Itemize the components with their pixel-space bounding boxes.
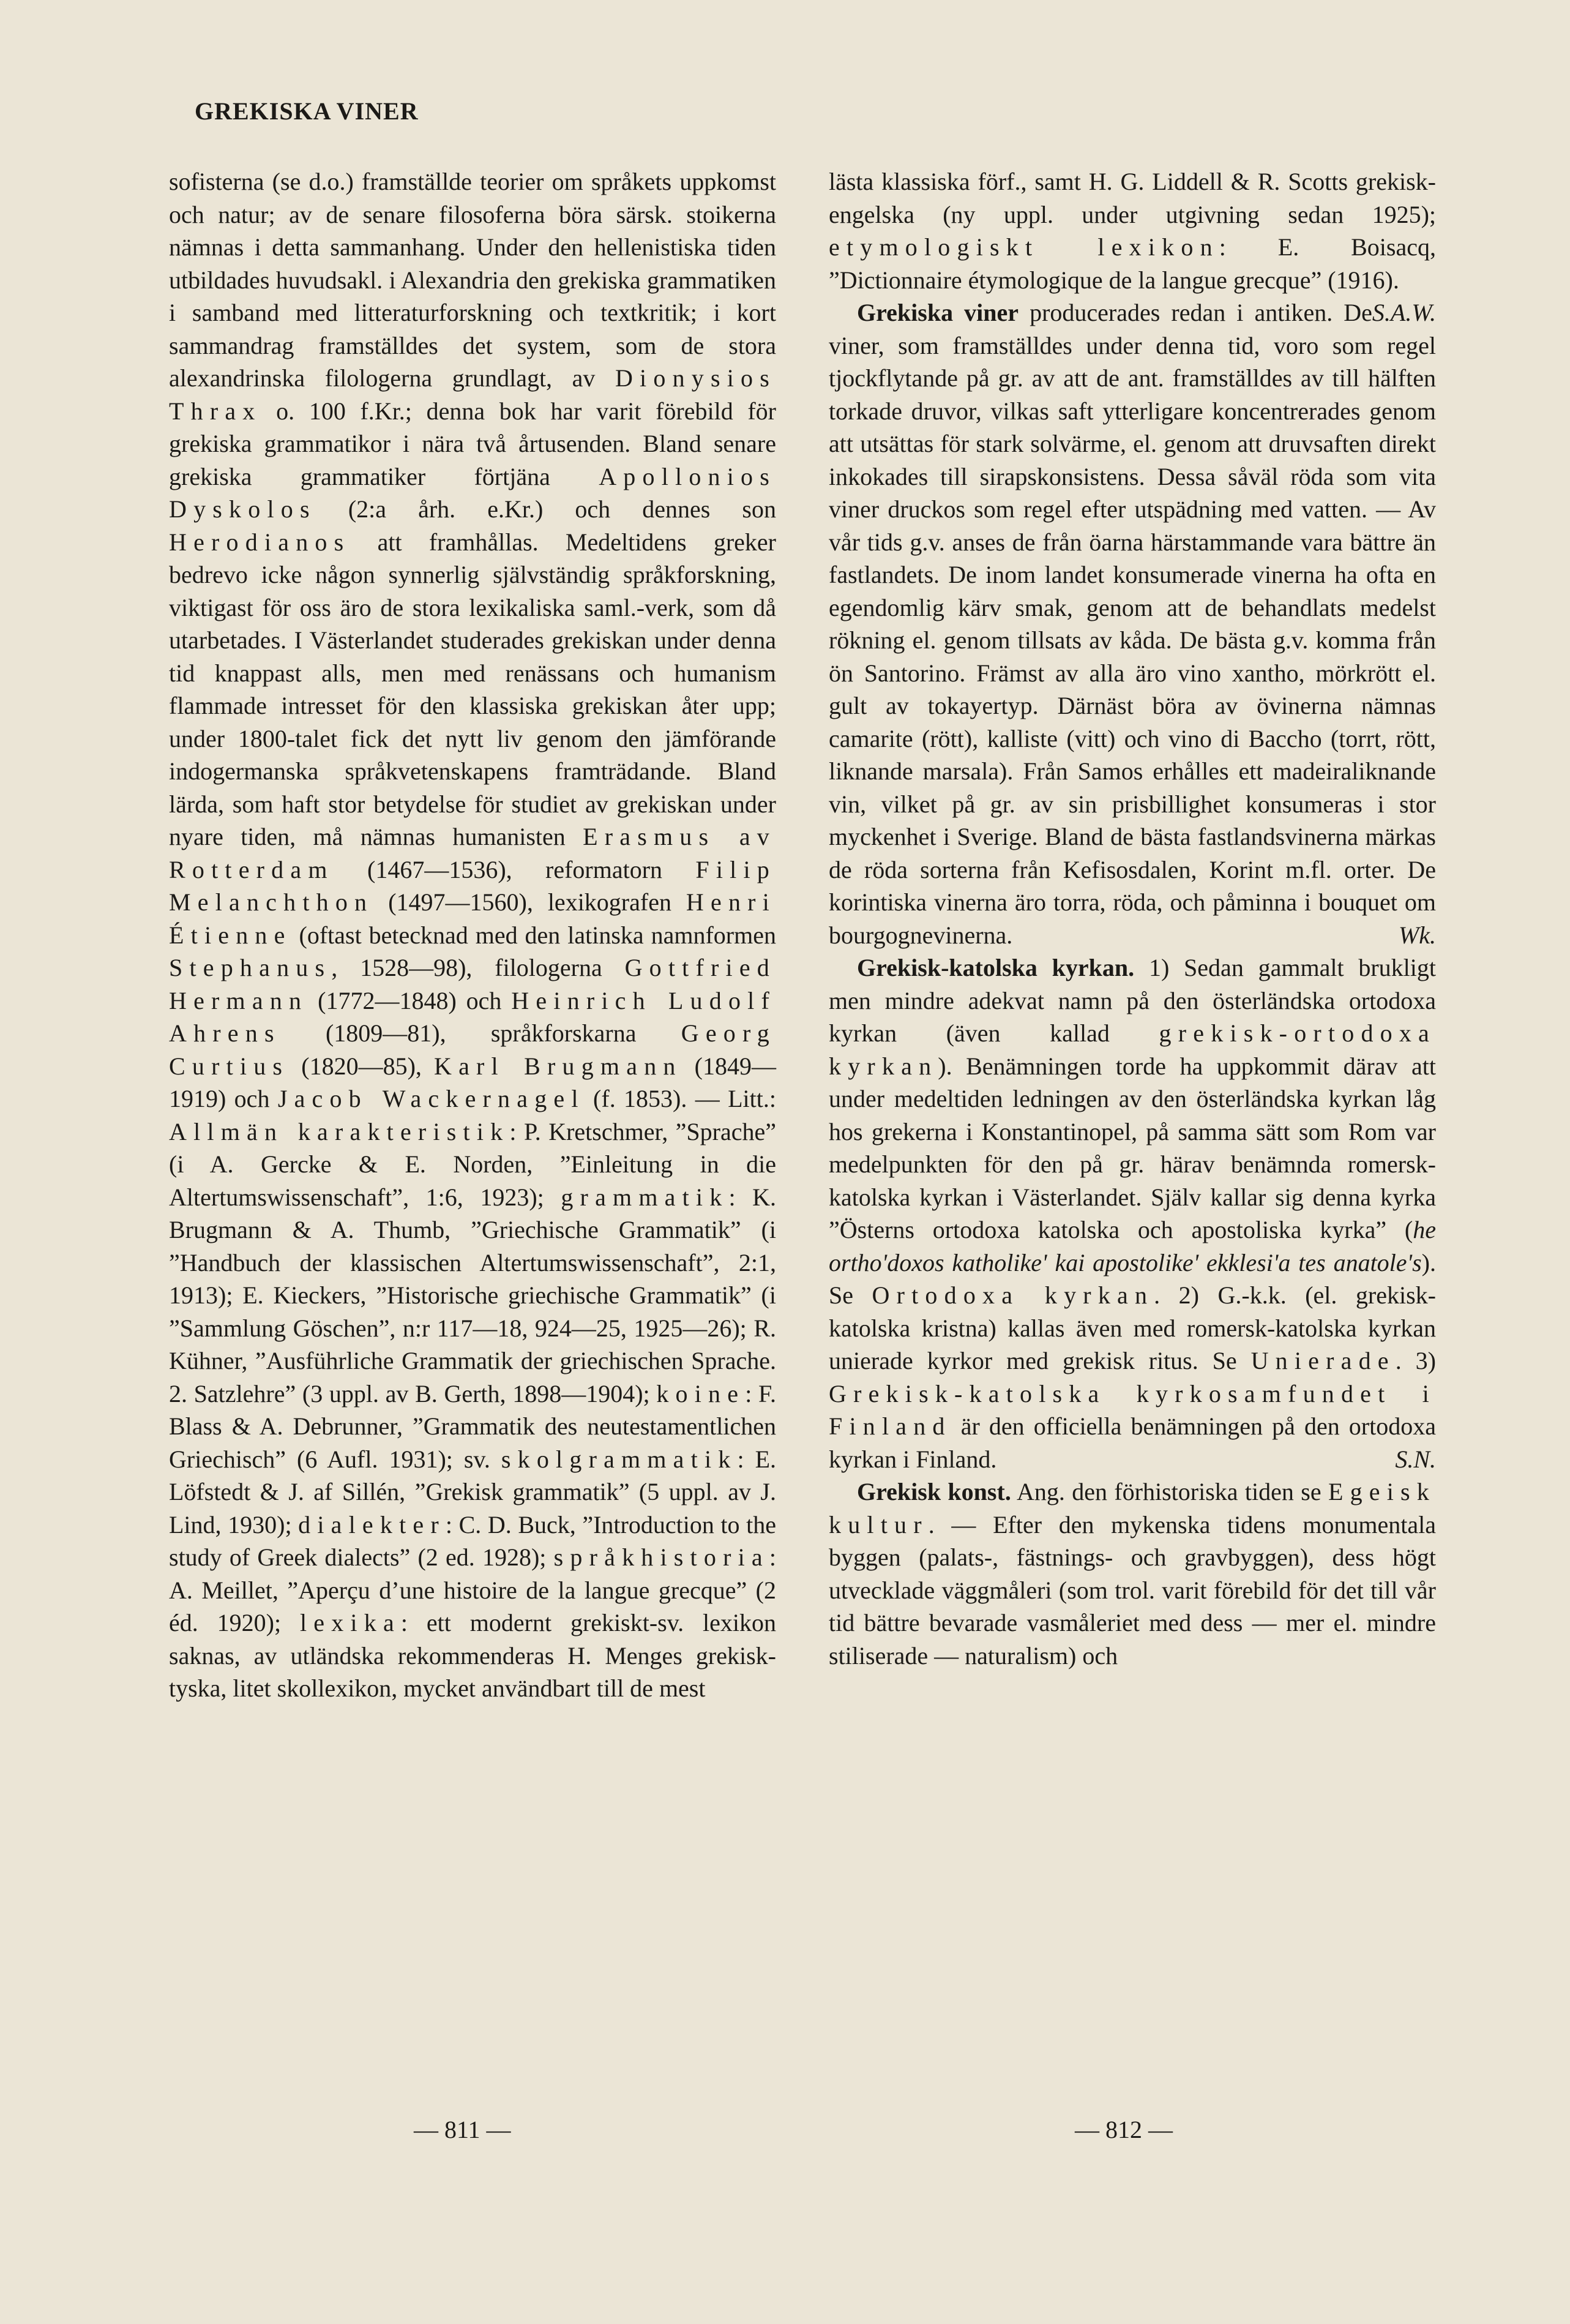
- spaced-term: koine: [656, 1379, 746, 1408]
- author-signature: S.N.: [1395, 1445, 1436, 1473]
- entry-headword: Grekiska viner: [857, 299, 1019, 326]
- text-run: lästa klassiska förf., samt H. G. Liddell & R. Scotts grekisk-engelska (ny uppl. under utgivning sedan 1925);: [829, 168, 1436, 228]
- spaced-term: Grekisk-katolska kyrkosamfundet i Finland: [829, 1379, 1436, 1440]
- text-run: 1) Sedan gammalt brukligt men mindre adekvat namn på den österländska ortodoxa kyrkan (även kallad: [829, 954, 1437, 1047]
- spaced-name: Erasmus av Rotterdam: [169, 823, 776, 883]
- spaced-name: Herodianos: [169, 528, 351, 556]
- author-signature: Wk.: [1398, 921, 1436, 949]
- text-run: : E. Löfstedt & J. af Sillén, ”Grekisk grammatik” (5 uppl. av J. Lind, 1930);: [169, 1445, 777, 1539]
- entry-grekisk-konst: [829, 1475, 1436, 1672]
- text-run: , 1528—98), filologerna: [331, 954, 625, 981]
- cross-reference: Unierade: [1250, 1347, 1396, 1374]
- text-run: ). Se: [829, 1248, 1436, 1309]
- text-run: . — Efter den mykenska tidens monumentala byggen (palats-, fästnings- och gravbyggen), dess högt utvecklade väggmåleri (som trol. varit förebild för det till vår tid bättre bevarade vasmåleriet med dess — mer el. mindre stiliserade — naturalism) och: [829, 1510, 1436, 1670]
- entry-headword: Grekisk-katolska kyrkan.: [857, 954, 1135, 981]
- spaced-term: etymologiskt lexikon: [829, 233, 1219, 261]
- text-run: producerades redan i antiken. De viner, som framställdes under denna tid, voro som regel tjockflytande på gr. av att de ant. framställdes av till hälften torkade druvor, vilkas saft ytterligare koncentrerades genom att utsättas för stark solvärme, el. genom att druvsaften direkt inkokades till sirapskonsistens. Dessa såväl röda som vita viner druckos som regel efter utspädning med vatten. — Av vår tids g.v. anses de från öarna härstammande vara bättre än fastlandets. De inom landet konsumerade vinerna ha ofta en egendomlig kärv smak, genom att de behandlats medelst rökning el. genom tillsats av kåda. De bästa g.v. komma från ön Santorino. Främst av alla äro vino xantho, mörkrött el. gult av tokayertyp. Därnäst böra av övinerna nämnas camarite (rött), kalliste (vitt) och vino di Baccho (torrt, rött, liknande marsala). Från Samos erhålles ett madeiraliknande vin, vilket på gr. av sin prisbillighet konsumeras i stor myckenhet i Sverige. Bland de bästa fastlandsvinerna märkas de röda sorterna från Kefisosdalen, Korint m.fl. orter. De korintiska vinerna äro torra, röda, och påminna i bouquet om bourgognevinerna.: [829, 299, 1436, 949]
- text-run: att framhållas. Medeltidens greker bedrevo icke någon synnerlig självständig språkforskning, viktigast för oss äro de stora lexikaliska saml.-verk, som då utarbetades. I Västerlandet studerades grekiskan under denna tid knappast alls, men med renässans och humanism flammade intresset för den klassiska grekiskan åter upp; under 1800-talet fick det nytt liv genom den jämförande indogermanska språkvetenskapens framträdande. Bland lärda, som haft stor betydelse för studiet av grekiskan under nyare tiden, må nämnas humanisten: [169, 528, 776, 850]
- spaced-name: Henri Étienne: [169, 888, 776, 949]
- text-run: (1467—1536), reformatorn: [334, 855, 696, 883]
- left-column: [169, 165, 776, 1705]
- text-run: (f. 1853). — Litt.:: [585, 1085, 776, 1112]
- entry-headword: Grekisk konst.: [857, 1478, 1011, 1505]
- spaced-term: grammatik: [561, 1183, 729, 1211]
- spaced-name: Gottfried Hermann: [169, 954, 776, 1014]
- page-number-left: — 811 —: [414, 2116, 511, 2143]
- page-number-right: — 812 —: [1075, 2116, 1173, 2143]
- running-header: GREKISKA VINER: [195, 97, 419, 125]
- text-run: . 3): [1395, 1347, 1436, 1374]
- text-run: : C. D. Buck, ”Introduction to the study of Greek dialects” (2 ed. 1928);: [169, 1510, 776, 1571]
- spaced-term: dialekter: [298, 1510, 446, 1539]
- text-run: ). Benämningen torde ha uppkommit därav att under medeltiden ledningen av den österländska kyrkan låg hos grekerna i Konstantinopel, på samma sätt som Rom var medelpunkten för den på gr. härav benämnda romersk-katolska kyrkan i Västerlandet. Själv kallar sig denna kyrka ”Österns ortodoxa katolska och apostoliska kyrka” (: [829, 1052, 1436, 1243]
- spaced-name: Dionysios Thrax: [169, 364, 777, 425]
- spaced-name: Heinrich Ludolf Ahrens: [169, 986, 776, 1047]
- spaced-name: Stephanus: [169, 954, 332, 981]
- spaced-term: lexika: [299, 1609, 401, 1636]
- text-run: : K. Brugmann & A. Thumb, ”Griechische Grammatik” (i ”Handbuch der klassischen Altertumswissenschaft”, 2:1, 1913); E. Kieckers, ”Historische griechische Grammatik” (i ”Sammlung Göschen”, n:r 117—18, 924—25, 1925—26); R. Kühner, ”Ausführliche Grammatik der griechischen Sprache. 2. Satzlehre” (3 uppl. av B. Gerth, 1898—1904);: [169, 1183, 776, 1408]
- spaced-term: skolgrammatik: [501, 1445, 738, 1473]
- left-paragraph: [169, 165, 776, 1705]
- spaced-name: Apollonios Dyskolos: [169, 462, 776, 523]
- text-run: : P. Kretschmer, ”Sprache” (i A. Gercke & E. Norden, ”Einleitung in die Altertumswissenschaft”, 1:6, 1923);: [169, 1117, 776, 1211]
- spaced-term: språkhistoria: [553, 1543, 769, 1571]
- author-signature: S.A.W.: [1372, 299, 1436, 326]
- spaced-name: Filip Melanchthon: [169, 855, 776, 916]
- text-run: (1772—1848) och: [308, 986, 512, 1014]
- text-run: (oftast betecknad med den latinska namnformen: [291, 921, 776, 949]
- text-run: . 2) G.-k.k. (el. grekisk-katolska kristna) kallas även med romersk-katolska kyrkan unierade kyrkor med grekisk ritus. Se: [829, 1281, 1436, 1374]
- text-run: : A. Meillet, ”Aperçu d’une histoire de la langue grecque” (2 éd. 1920);: [169, 1543, 776, 1636]
- text-run: o. 100 f.Kr.; denna bok har varit förebild för grekiska grammatikor i nära två årtusenden. Bland senare grekiska grammatiker förtjäna: [169, 397, 776, 490]
- cross-reference: Egeisk kultur: [829, 1478, 1437, 1539]
- entry-grekisk-katolska-kyrkan: [829, 951, 1436, 1475]
- text-run: är den officiella benämningen på den ortodoxa kyrkan i Finland.: [829, 1412, 1436, 1473]
- text-run: (1820—85),: [289, 1052, 434, 1080]
- spaced-name: Karl Brugmann: [433, 1052, 682, 1080]
- right-column: [829, 165, 1436, 1672]
- cross-reference: Ortodoxa kyrkan: [872, 1281, 1154, 1309]
- spaced-term: grekisk-ortodoxa kyrkan: [829, 1019, 1436, 1080]
- text-run: (1809—81), språkforskarna: [280, 1019, 681, 1047]
- entry-grekiska-viner: [829, 296, 1436, 951]
- text-run: (2:a årh. e.Kr.) och dennes son: [316, 495, 776, 523]
- text-run: Ang. den förhistoriska tiden se: [1011, 1478, 1328, 1505]
- text-run: sofisterna (se d.o.) framställde teorier om språkets uppkomst och natur; av de senare filosoferna böra särsk. stoikerna nämnas i detta sammanhang. Under den hellenistiska tiden utbildades huvudsakl. i Alexandria den grekiska grammatiken i samband med litteraturforskning och textkritik; i kort sammandrag framställdes det system, som de stora alexandrinska filologerna grundlagt, av: [169, 168, 776, 392]
- text-run: : E. Boisacq, ”Dictionnaire étymologique de la langue grecque” (1916).: [829, 233, 1436, 294]
- text-run: : F. Blass & A. Debrunner, ”Grammatik des neutestamentlichen Griechisch” (6 Aufl. 1931); sv.: [169, 1379, 777, 1473]
- spaced-name: Georg Curtius: [169, 1019, 776, 1080]
- spaced-name: Jacob Wackernagel: [277, 1085, 585, 1112]
- spaced-term: Allmän karakteristik: [169, 1117, 510, 1145]
- greek-transliteration: he ortho'doxos katholike' kai apostolike' ekklesi'a tes anatole's: [829, 1216, 1436, 1276]
- text-run: (1849—1919) och: [169, 1052, 776, 1112]
- text-run: (1497—1560), lexikografen: [373, 888, 686, 916]
- text-run: : ett modernt grekiskt-sv. lexikon saknas, av utländska rekommenderas H. Menges grekisk-tyska, litet skollexikon, mycket användbart till de mest: [169, 1609, 776, 1702]
